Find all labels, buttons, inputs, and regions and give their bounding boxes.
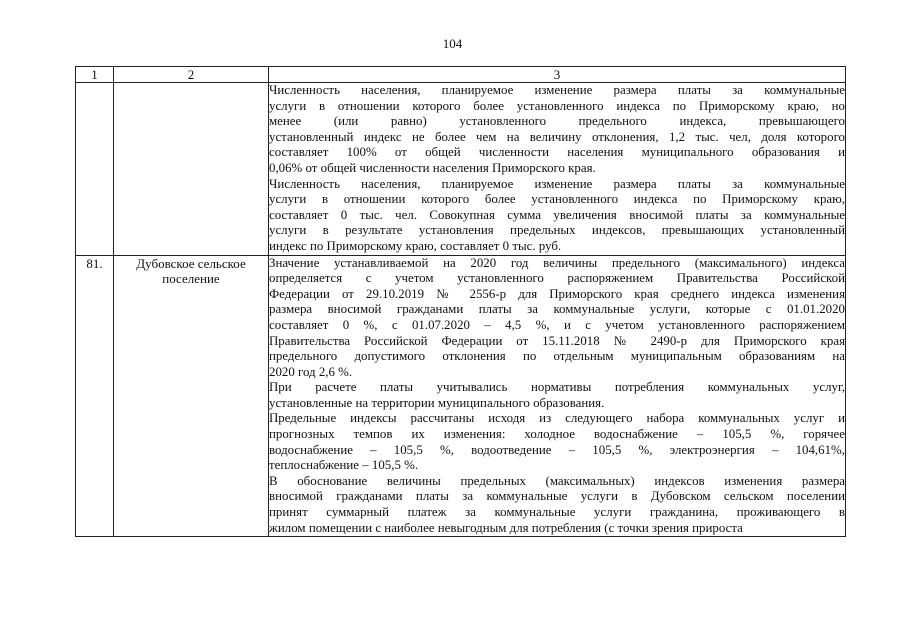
row-81-paragraph-4 bbox=[269, 474, 845, 536]
row-prev-number-cell bbox=[76, 83, 114, 256]
text-line: В обоснование величины предельных (максимальных) индексов изменения размера bbox=[269, 473, 845, 488]
page-number: 104 bbox=[442, 36, 463, 51]
text-line: предельного допустимого отклонения по отдельным муниципальным образованиям на bbox=[269, 349, 845, 364]
text-line: При расчете платы учитывались нормативы потребления коммунальных услуг, bbox=[269, 380, 845, 395]
text-line: индекс по Приморскому краю, составляет 0 тыс. руб. bbox=[269, 238, 562, 253]
data-table bbox=[75, 66, 846, 537]
row-81-paragraph-2 bbox=[269, 380, 845, 411]
text-line: определяется с учетом установленного распоряжением Правительства Российской bbox=[269, 271, 845, 286]
text-line: теплоснабжение – 105,5 %. bbox=[269, 458, 419, 473]
text-line: услуги в отношении которого более установленного индекса по Приморскому краю, bbox=[269, 192, 845, 207]
text-line: водоснабжение – 105,5 %, водоотведение – 105,5 %, электроэнергия – 104,61%, bbox=[269, 442, 845, 457]
row-prev-text-cell bbox=[269, 83, 846, 256]
text-line: составляет 0 %, с 01.07.2020 – 4,5 %, и с учетом установленного распоряжением bbox=[269, 317, 845, 332]
text-line: Правительства Российской Федерации от 15.11.2018 № 2490-р для Приморского края bbox=[269, 333, 845, 348]
row-prev-paragraph-1 bbox=[269, 83, 845, 177]
text-line: составляет 100% от общей численности населения муниципального образования и bbox=[269, 145, 845, 160]
text-line: составляет 0 тыс. чел. Совокупная сумма увеличения вносимой платы за коммунальные bbox=[269, 207, 845, 222]
municipality-name: Дубовское сельское поселение bbox=[114, 255, 269, 537]
text-line: Численность населения, планируемое изменение размера платы за коммунальные bbox=[269, 83, 845, 97]
table-row-continued bbox=[76, 83, 846, 256]
row-81-paragraph-1 bbox=[269, 256, 845, 381]
header-col-3: 3 bbox=[269, 67, 846, 83]
text-line: услуги в результате установления предельных индексов, превышающих установленный bbox=[269, 223, 845, 238]
row-prev-paragraph-2 bbox=[269, 177, 845, 255]
text-line: установленные на территории муниципального образования. bbox=[269, 395, 605, 410]
text-line: прогнозных темпов их изменения: холодное водоснабжение – 105,5 %, горячее bbox=[269, 427, 845, 442]
row-81-paragraph-3 bbox=[269, 411, 845, 473]
text-line: Федерации от 29.10.2019 № 2556-р для Приморского края среднего индекса изменения bbox=[269, 286, 845, 301]
text-line: Численность населения, планируемое изменение размера платы за коммунальные bbox=[269, 176, 845, 191]
row-prev-name-cell bbox=[114, 83, 269, 256]
table-header-row bbox=[76, 67, 846, 83]
text-line: установленный индекс не более чем на величину отклонения, 1,2 тыс. чел, доля которого bbox=[269, 129, 845, 144]
table-row-81 bbox=[76, 255, 846, 537]
text-line: принят суммарный платеж за коммунальные услуги гражданина, проживающего в bbox=[269, 505, 845, 520]
text-line: Значение устанавливаемой на 2020 год величины предельного (максимального) индекса bbox=[269, 255, 845, 270]
header-col-2: 2 bbox=[114, 67, 269, 83]
row-number: 81. bbox=[76, 255, 114, 537]
text-line: услуги в отношении которого более установленного индекса по Приморскому краю, но bbox=[269, 98, 845, 113]
row-81-text-cell bbox=[269, 255, 846, 537]
text-line: жилом помещении с наиболее невыгодным для потребления (с точки зрения прироста bbox=[269, 520, 743, 535]
text-line: 2020 год 2,6 %. bbox=[269, 364, 353, 379]
text-line: менее (или равно) установленного предельного индекса, превышающего bbox=[269, 114, 845, 129]
text-line: вносимой гражданами платы за коммунальные услуги в Дубовском сельском поселении bbox=[269, 489, 845, 504]
text-line: размера вносимой гражданами платы за коммунальные услуги, которые с 01.01.2020 bbox=[269, 302, 845, 317]
text-line: 0,06% от общей численности населения Приморского края. bbox=[269, 160, 596, 175]
text-line: Предельные индексы рассчитаны исходя из следующего набора коммунальных услуг и bbox=[269, 411, 845, 426]
header-col-1: 1 bbox=[76, 67, 114, 83]
